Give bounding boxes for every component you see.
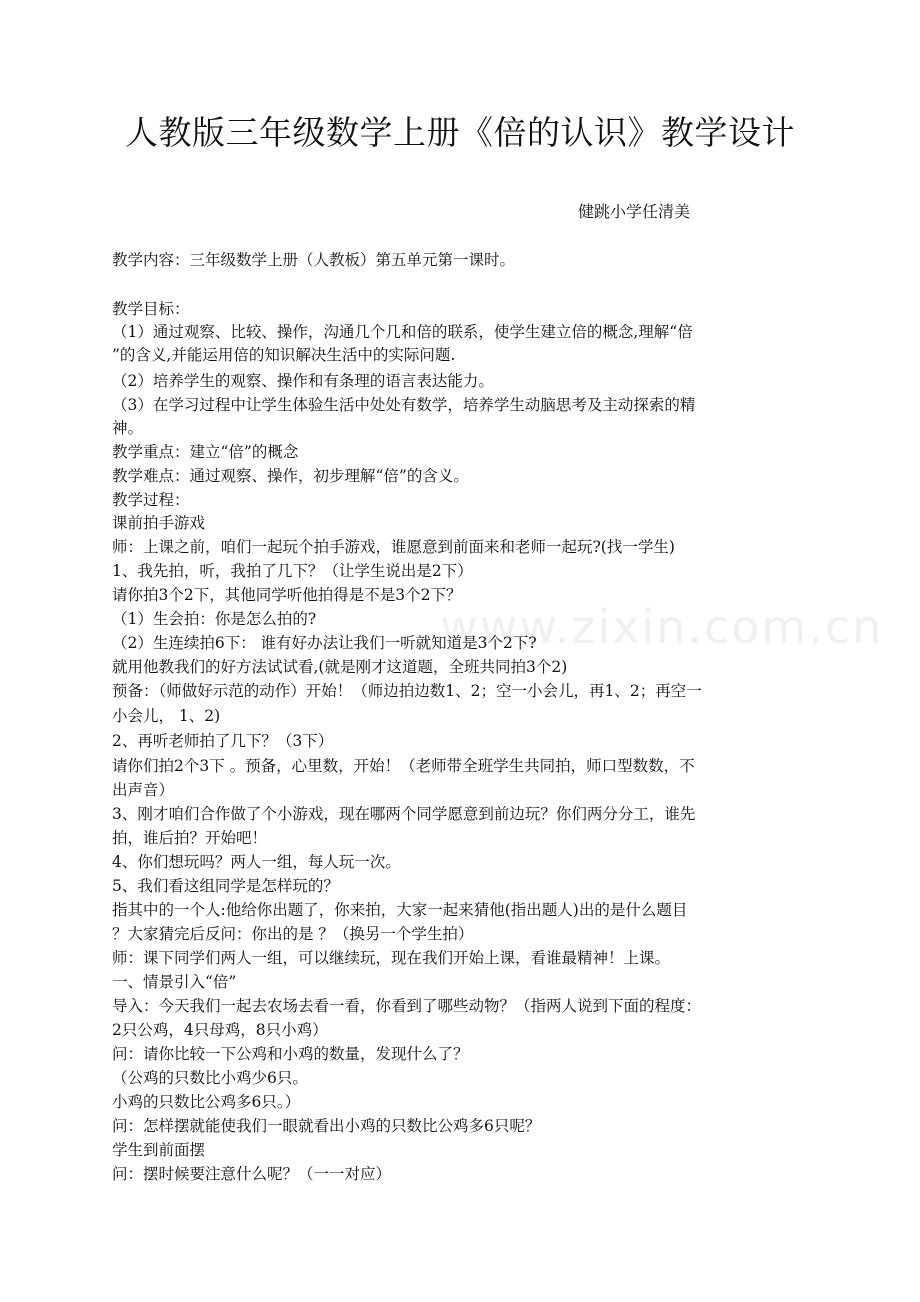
content-line: （1）生会拍：你是怎么拍的? [112, 610, 317, 628]
content-line: 教学内容：三年级数学上册（人教板）第五单元第一课时。 [112, 251, 516, 269]
content-line: 拍，谁后拍？开始吧！ [112, 829, 268, 847]
document-title: 人教版三年级数学上册《倍的认识》教学设计 [125, 113, 795, 152]
content-line: 小鸡的只数比公鸡多6只。） [112, 1093, 301, 1111]
content-line: 教学目标： [112, 300, 190, 318]
section-heading: 一、情景引入“倍” [112, 973, 237, 991]
content-line: 小会儿， 1、2) [112, 707, 221, 725]
content-line: 出声音） [112, 781, 175, 799]
content-line: 教学过程： [112, 491, 190, 509]
content-line: 2只公鸡，4只母鸡，8只小鸡） [112, 1021, 328, 1039]
content-line: 师：课下同学们两人一组，可以继续玩，现在我们开始上课，看谁最精神！上课。 [112, 949, 671, 967]
content-line: 请你们拍2个3下 。预备，心里数，开始！（老师带全班学生共同拍，师口型数数，不 [112, 757, 695, 775]
content-line: 问：摆时候要注意什么呢？（一一对应） [112, 1165, 392, 1183]
content-line: ？大家猜完后反问：你出的是 ？（换另一个学生拍） [112, 925, 474, 943]
content-line: （3）在学习过程中让学生体验生活中处处有数学，培养学生动脑思考及主动探索的精 [112, 396, 696, 414]
content-line: 2、再听老师拍了几下？（3下） [112, 732, 334, 750]
content-line: 师：上课之前，咱们一起玩个拍手游戏，谁愿意到前面来和老师一起玩?(找一学生) [112, 538, 675, 556]
content-line: 问：请你比较一下公鸡和小鸡的数量，发现什么了？ [112, 1045, 469, 1063]
content-line: 1、我先拍，听，我拍了几下？（让学生说出是2下） [112, 562, 473, 580]
content-line: 导入：今天我们一起去农场去看一看，你看到了哪些动物？（指两人说到下面的程度： [112, 997, 702, 1015]
content-line: 指其中的一个人:他给你出题了，你来拍，大家一起来猜他(指出题人)出的是什么题目 [112, 901, 688, 919]
content-line: 就用他教我们的好方法试试看,(就是刚才这道题，全班共同拍3个2) [112, 658, 568, 676]
content-line: 问：怎样摆就能使我们一眼就看出小鸡的只数比公鸡多6只呢？ [112, 1117, 541, 1135]
content-line: 预备：（师做好示范的动作）开始！（师边拍边数1、2；空一小会儿，再1、2；再空一 [112, 682, 702, 700]
content-line: 教学难点：通过观察、操作，初步理解“倍”的含义。 [112, 467, 469, 485]
content-line: （公鸡的只数比小鸡少6只。 [112, 1069, 308, 1087]
content-line: 神。 [112, 419, 144, 437]
content-line: （1）通过观察、比较、操作，沟通几个几和倍的联系，使学生建立倍的概念,理解“倍 [112, 323, 693, 341]
content-line: 4、你们想玩吗？两人一组，每人玩一次。 [112, 853, 401, 871]
content-line: 课前拍手游戏 [112, 514, 206, 532]
content-line: （2）培养学生的观察、操作和有条理的语言表达能力。 [112, 372, 494, 390]
content-line: 5、我们看这组同学是怎样玩的？ [112, 877, 339, 895]
content-line: 学生到前面摆 [112, 1141, 206, 1159]
content-line: （2）生连续拍6下： 谁有好办法让我们一听就知道是3个2下? [112, 634, 537, 652]
content-line: ”的含义,并能运用倍的知识解决生活中的实际问题. [112, 346, 456, 364]
content-line: 教学重点：建立“倍”的概念 [112, 443, 299, 461]
watermark-text: www.zixin.com.cn [440, 600, 884, 654]
content-line: 3、刚才咱们合作做了个小游戏，现在哪两个同学愿意到前边玩？你们两分分工，谁先 [112, 805, 696, 823]
content-line: 请你拍3个2下，其他同学听他拍得是不是3个2下？ [112, 586, 462, 604]
document-author: 健跳小学任清美 [578, 202, 691, 221]
